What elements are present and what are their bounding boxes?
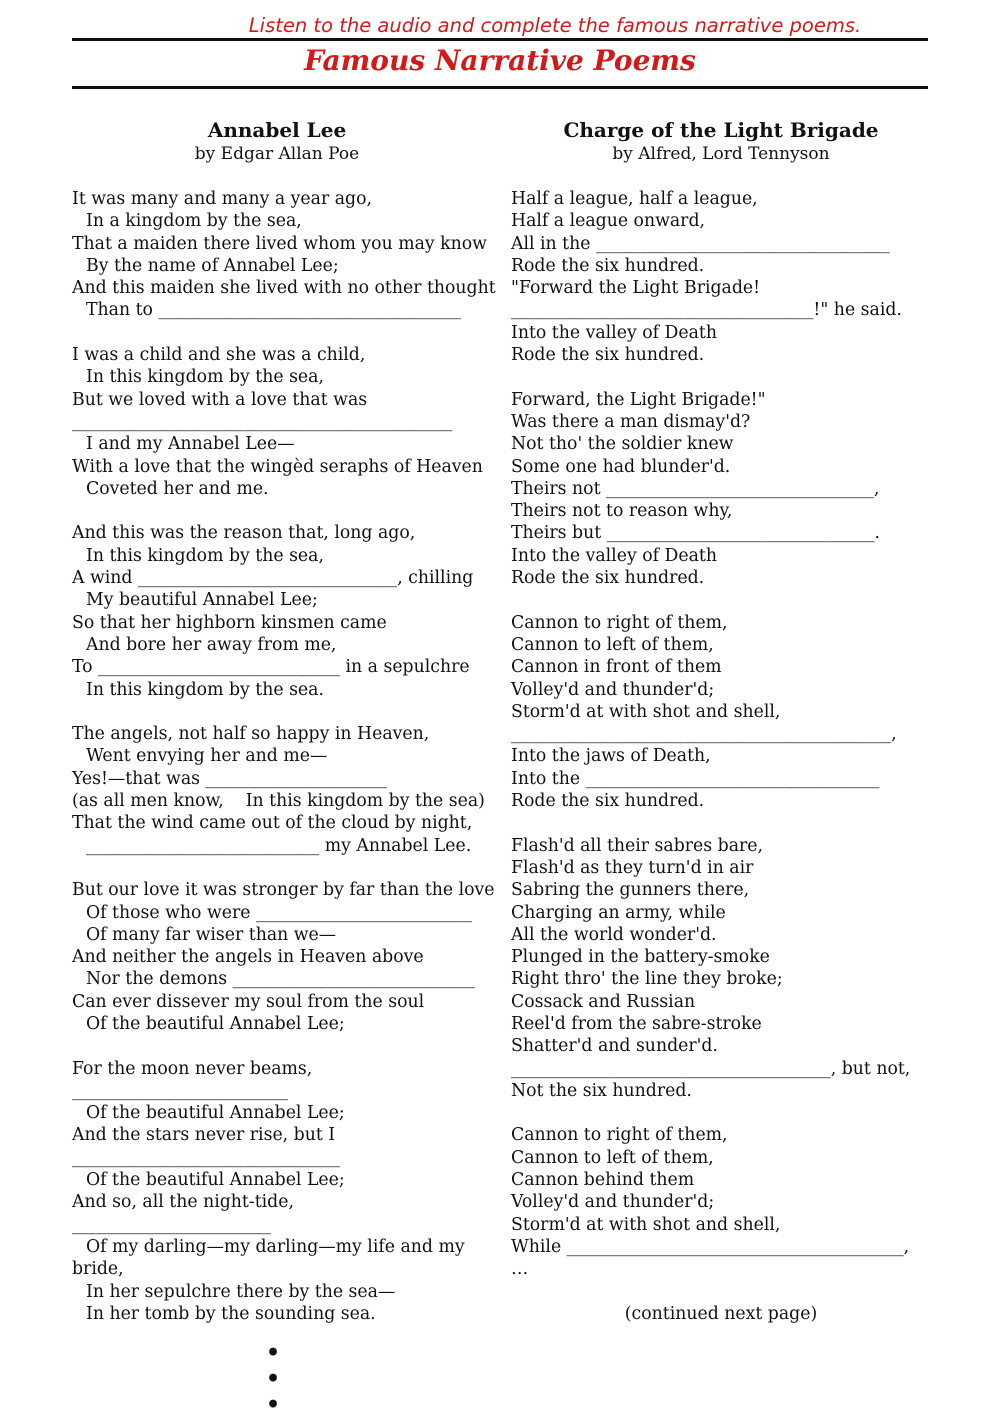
poem-line: Coveted her and me. <box>86 478 269 499</box>
poem-line: Rode the six hundred. <box>511 568 705 589</box>
instruction-text: Listen to the audio and complete the famous narrative poems. <box>248 14 862 37</box>
poem-title: Charge of the Light Brigade <box>563 118 879 142</box>
poem-annabel-lee <box>72 118 496 1325</box>
poem-line: Half a league onward, <box>511 211 706 232</box>
poem-line: Cannon to right of them, <box>511 612 728 633</box>
poem-line: Not the six hundred. <box>511 1080 692 1101</box>
poem-line: Rode the six hundred. <box>511 255 705 276</box>
stanza-break <box>511 812 931 834</box>
poem-line: Rode the six hundred. <box>511 791 705 812</box>
stanza-break <box>72 857 482 879</box>
poem-line: Some one had blunder'd. <box>511 456 731 477</box>
poem-line: Reel'd from the sabre-stroke <box>511 1013 762 1034</box>
poem-line: Shatter'd and sunder'd. <box>511 1036 718 1057</box>
poem-line: It was many and many a year ago, <box>72 189 372 209</box>
poem-line: _______________________________ <box>72 1147 340 1168</box>
poem-lines <box>511 188 931 1281</box>
poem-line: A wind ______________________________, chilling <box>72 568 474 589</box>
poem-line: In her tomb by the sounding sea. <box>86 1303 376 1324</box>
poem-line: All the world wonder'd. <box>511 924 717 945</box>
poem-line: _____________________________________, but not, <box>511 1058 911 1079</box>
poem-line: To ____________________________ in a sepulchre <box>72 657 470 678</box>
poem-title: Annabel Lee <box>207 118 347 142</box>
poem-line: In this kingdom by the sea, <box>86 367 324 388</box>
poem-line: Theirs not to reason why, <box>511 501 733 522</box>
poem-line: In her sepulchre there by the sea— <box>86 1281 396 1302</box>
continued-note: (continued next page) <box>624 1303 818 1324</box>
poem-line: Flash'd all their sabres bare, <box>511 835 763 856</box>
poem-line: With a love that the wingèd seraphs of Heaven <box>72 456 483 477</box>
poem-line: And so, all the night-tide, <box>72 1192 294 1213</box>
poem-header <box>72 118 482 166</box>
poem-header <box>511 118 931 166</box>
poem-line: Was there a man dismay'd? <box>511 411 751 432</box>
poem-line: Rode the six hundred. <box>511 345 705 366</box>
poem-line: For the moon never beams, <box>72 1058 313 1079</box>
poem-line: Cannon to right of them, <box>511 1125 728 1146</box>
poem-line: Charging an army, while <box>511 902 726 923</box>
poem-line: That the wind came out of the cloud by night, <box>72 813 473 834</box>
poem-line: Volley'd and thunder'd; <box>511 1192 715 1213</box>
stanza-break <box>72 500 482 522</box>
poem-line: Of many far wiser than we— <box>86 924 337 945</box>
poem-author: by Alfred, Lord Tennyson <box>612 144 830 164</box>
poem-line: Of the beautiful Annabel Lee; <box>86 1170 345 1191</box>
poem-line: _________________________ <box>72 1080 289 1101</box>
stanza-break <box>511 1102 931 1124</box>
poem-line: And this maiden she lived with no other thought <box>72 278 496 299</box>
poem-line: Of the beautiful Annabel Lee; <box>86 1013 345 1034</box>
poem-line: Cannon behind them <box>511 1170 695 1191</box>
poem-line: Forward, the Light Brigade!" <box>511 389 766 410</box>
poem-line: And this was the reason that, long ago, <box>72 523 416 544</box>
poem-lines <box>72 188 496 1325</box>
ellipsis-dots: • • • <box>265 1340 295 1418</box>
poem-line: Sabring the gunners there, <box>511 880 750 901</box>
poem-line: Cannon to left of them, <box>511 634 714 655</box>
poem-line: Half a league, half a league, <box>511 189 758 209</box>
poem-line: Not tho' the soldier knew <box>511 434 734 455</box>
poem-line: Cossack and Russian <box>511 991 696 1012</box>
poem-line: Storm'd at with shot and shell, <box>511 701 781 722</box>
page-title: Famous Narrative Poems <box>304 44 696 77</box>
poem-line: … <box>511 1259 529 1280</box>
poem-line: Right thro' the line they broke; <box>511 969 783 990</box>
poem-line: And the stars never rise, but I <box>72 1125 336 1146</box>
poem-line: That a maiden there lived whom you may know <box>72 233 487 254</box>
poem-line: Cannon to left of them, <box>511 1147 714 1168</box>
poem-line: Into the valley of Death <box>511 322 717 343</box>
poem-line: Cannon in front of them <box>511 657 722 678</box>
poem-line: "Forward the Light Brigade! <box>511 278 761 299</box>
poem-line: Nor the demons ____________________________ <box>86 969 475 990</box>
poem-line: And neither the angels in Heaven above <box>72 947 424 968</box>
poem-line: But we loved with a love that was <box>72 389 368 410</box>
stanza-break <box>72 1035 482 1057</box>
poem-line: Went envying her and me— <box>86 746 328 767</box>
stanza-break <box>511 366 931 388</box>
top-rule <box>72 38 928 41</box>
poem-line: Into the valley of Death <box>511 545 717 566</box>
poem-line: ___________________________ my Annabel Lee. <box>86 835 472 856</box>
poem-line: I was a child and she was a child, <box>72 345 366 366</box>
poem-line: Of the beautiful Annabel Lee; <box>86 1103 345 1124</box>
poem-line: I and my Annabel Lee— <box>86 434 295 455</box>
poem-line: Theirs but _______________________________. <box>511 523 881 544</box>
poem-line: And bore her away from me, <box>86 634 337 655</box>
stanza-break <box>72 322 482 344</box>
poem-line: Can ever dissever my soul from the soul <box>72 991 425 1012</box>
poem-line: Of my darling—my darling—my life and my <box>86 1236 465 1257</box>
poem-line: The angels, not half so happy in Heaven, <box>72 724 430 745</box>
poem-line: Volley'd and thunder'd; <box>511 679 715 700</box>
poem-line: ___________________________________!" he said. <box>511 300 902 321</box>
poem-line: So that her highborn kinsmen came <box>72 612 387 633</box>
poem-line: In this kingdom by the sea. <box>86 679 324 700</box>
poem-line: All in the __________________________________ <box>511 233 890 254</box>
poem-line: My beautiful Annabel Lee; <box>86 590 318 611</box>
poem-line: bride, <box>72 1259 124 1280</box>
poem-line: But our love it was stronger by far than the love <box>72 880 495 901</box>
stanza-break <box>511 589 931 611</box>
poem-line: Plunged in the battery-smoke <box>511 947 770 968</box>
poem-line: While _______________________________________, <box>511 1236 910 1257</box>
poem-line: Flash'd as they turn'd in air <box>511 857 754 878</box>
poem-line: By the name of Annabel Lee; <box>86 255 339 276</box>
poem-line: Yes!—that was _____________________ <box>72 768 387 789</box>
poem-author: by Edgar Allan Poe <box>194 144 360 164</box>
poem-line: Storm'd at with shot and shell, <box>511 1214 781 1235</box>
poem-line: (as all men know, In this kingdom by the sea) <box>72 791 485 812</box>
poem-line: Than to ___________________________________ <box>86 300 461 321</box>
poem-line: Theirs not _______________________________, <box>511 478 880 499</box>
poem-charge-light-brigade <box>511 118 931 1325</box>
poem-line: Of those who were _________________________ <box>86 902 472 923</box>
stanza-break <box>72 701 482 723</box>
bottom-rule <box>72 86 928 89</box>
poem-line: ____________________________________________, <box>511 724 897 745</box>
poem-line: ____________________________________________ <box>72 411 453 432</box>
poem-line: In this kingdom by the sea, <box>86 545 324 566</box>
poem-line: Into the jaws of Death, <box>511 746 711 767</box>
poem-line: Into the __________________________________ <box>511 768 880 789</box>
poem-line: In a kingdom by the sea, <box>86 211 302 232</box>
poem-line: _______________________ <box>72 1214 271 1235</box>
